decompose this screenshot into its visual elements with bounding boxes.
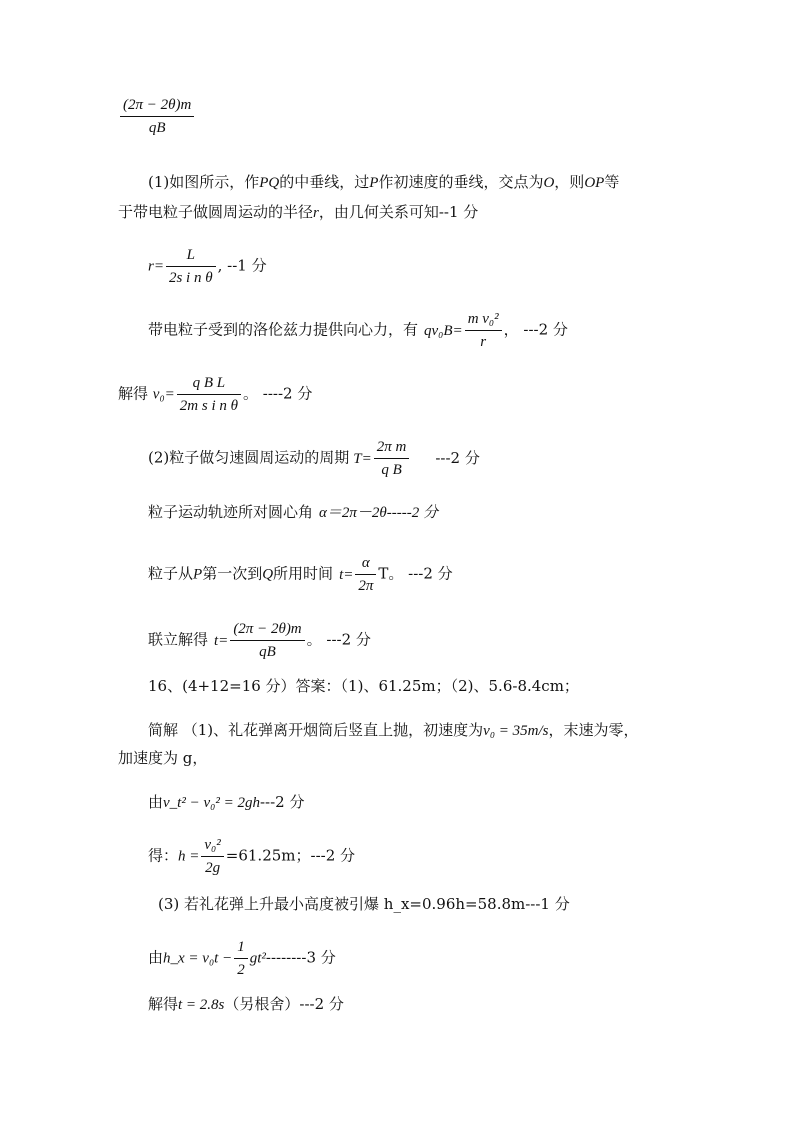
eq-expr: v₀ = 35m/s — [483, 723, 549, 739]
eq-tail: ---2 分 — [259, 793, 305, 811]
symbol-p: P — [369, 175, 379, 191]
text: 16、(4+12=16 分）答案：（1)、61.25m；（2)、5.6-8.4cm； — [148, 677, 579, 695]
text: 得： — [148, 846, 179, 865]
text: (2)粒子做匀速圆周运动的周期 — [148, 448, 350, 467]
text: 的中垂线，过 — [279, 173, 370, 191]
text: 由 — [148, 948, 164, 967]
text: 等 — [604, 173, 620, 191]
fraction-numerator: (2π − 2θ)m — [120, 96, 194, 117]
brief-solution-line-1 — [148, 720, 639, 741]
equation-hx — [148, 938, 336, 979]
equation-kinematics — [148, 792, 304, 813]
eq-tail: ， ---2 分 — [503, 320, 568, 339]
text: 解得 — [118, 384, 153, 403]
question-16-answer — [148, 676, 579, 696]
fraction-numerator: m v₀² — [465, 310, 502, 331]
paragraph-1-line-2 — [118, 202, 478, 223]
eq-tail: -----2 分 — [386, 505, 439, 521]
text: 带电粒子受到的洛伦兹力提供向心力，有 — [148, 320, 419, 339]
brief-solution-line-2 — [118, 748, 207, 768]
fraction-numerator: (2π − 2θ)m — [230, 620, 304, 641]
part-3 — [158, 894, 570, 914]
text: 粒子运动轨迹所对圆心角 — [148, 503, 314, 521]
text: 加速度为 g， — [118, 749, 208, 767]
eq-lhs: T= — [353, 450, 372, 467]
symbol-p: P — [193, 566, 203, 583]
eq-lhs: h_x = v₀t − — [163, 950, 233, 967]
text: ，末速为零， — [548, 721, 639, 739]
equation-period — [148, 438, 480, 479]
eq-tail: --------3 分 — [265, 948, 336, 967]
text: 粒子从 — [148, 564, 194, 583]
symbol-op: OP — [584, 175, 605, 191]
fraction-numerator: 1 — [234, 938, 248, 959]
eq-lhs: t= — [214, 632, 229, 649]
eq-tail: 。 ---2 分 — [306, 630, 371, 649]
eq-tail: =61.25m；---2 分 — [225, 846, 356, 865]
eq-tail: 。 ----2 分 — [243, 384, 313, 403]
text: 由 — [148, 793, 164, 811]
fraction-denominator: qB — [259, 644, 276, 660]
fraction-numerator: q B L — [177, 374, 241, 395]
eq-lhs: qv₀B= — [424, 322, 463, 339]
equation-joint — [148, 620, 371, 661]
fraction-denominator: r — [480, 334, 487, 350]
text: 联立解得 — [148, 630, 209, 649]
eq-tail: T。 ---2 分 — [378, 564, 453, 583]
text: 作初速度的垂线，交点为 — [378, 173, 544, 191]
eq-tail: （另根舍）---2 分 — [224, 995, 344, 1013]
equation-radius — [148, 246, 267, 287]
equation-angle — [148, 502, 438, 523]
text: ，则 — [554, 173, 585, 191]
top-fraction — [118, 96, 196, 137]
symbol-pq: PQ — [259, 175, 280, 191]
fraction-denominator: q B — [381, 462, 402, 478]
fraction-denominator: 2m s i n θ — [179, 398, 238, 414]
equation-time — [148, 554, 453, 595]
text: ，由几何关系可知--1 分 — [318, 203, 479, 221]
eq-expr: α＝2π－2θ — [319, 505, 387, 521]
fraction-denominator: 2s i n θ — [168, 270, 213, 286]
fraction-denominator: qB — [148, 120, 166, 136]
eq-lhs: t= — [339, 566, 354, 583]
text: 解得 — [148, 995, 179, 1013]
text: 于带电粒子做圆周运动的半径 — [118, 203, 314, 221]
fraction-denominator: 2π — [358, 578, 374, 594]
eq-expr: v_t² − v₀² = 2gh — [163, 795, 260, 811]
text: (1)如图所示，作 — [148, 173, 260, 191]
text: 第一次到 — [202, 564, 263, 583]
equation-v0 — [118, 374, 312, 415]
eq-lhs: v₀= — [152, 386, 175, 403]
fraction-numerator: 2π m — [374, 438, 410, 459]
eq-tail: ---2 分 — [435, 448, 480, 467]
fraction-numerator: α — [355, 554, 376, 575]
symbol-r: r — [313, 205, 319, 221]
fraction-numerator: v₀² — [201, 836, 223, 857]
fraction-denominator: 2g — [205, 860, 221, 876]
text: (3) 若礼花弹上升最小高度被引爆 h_x=0.96h=58.8m---1 分 — [158, 895, 570, 913]
eq-rhs: gt² — [249, 950, 266, 967]
eq-lhs: h = — [178, 848, 200, 865]
text: 所用时间 — [273, 564, 334, 583]
equation-height — [148, 836, 355, 877]
eq-expr: t = 2.8s — [178, 997, 225, 1013]
equation-t — [148, 994, 344, 1015]
eq-tail: , --1 分 — [217, 256, 267, 275]
fraction-numerator: L — [166, 246, 216, 267]
fraction-denominator: 2 — [237, 962, 245, 978]
text: 简解 （1)、礼花弹离开烟筒后竖直上抛，初速度为 — [148, 721, 484, 739]
eq-lhs: r= — [148, 258, 164, 275]
paragraph-1-line-1 — [148, 172, 619, 193]
symbol-q: Q — [262, 566, 274, 583]
equation-force — [148, 310, 568, 351]
symbol-o: O — [543, 175, 555, 191]
